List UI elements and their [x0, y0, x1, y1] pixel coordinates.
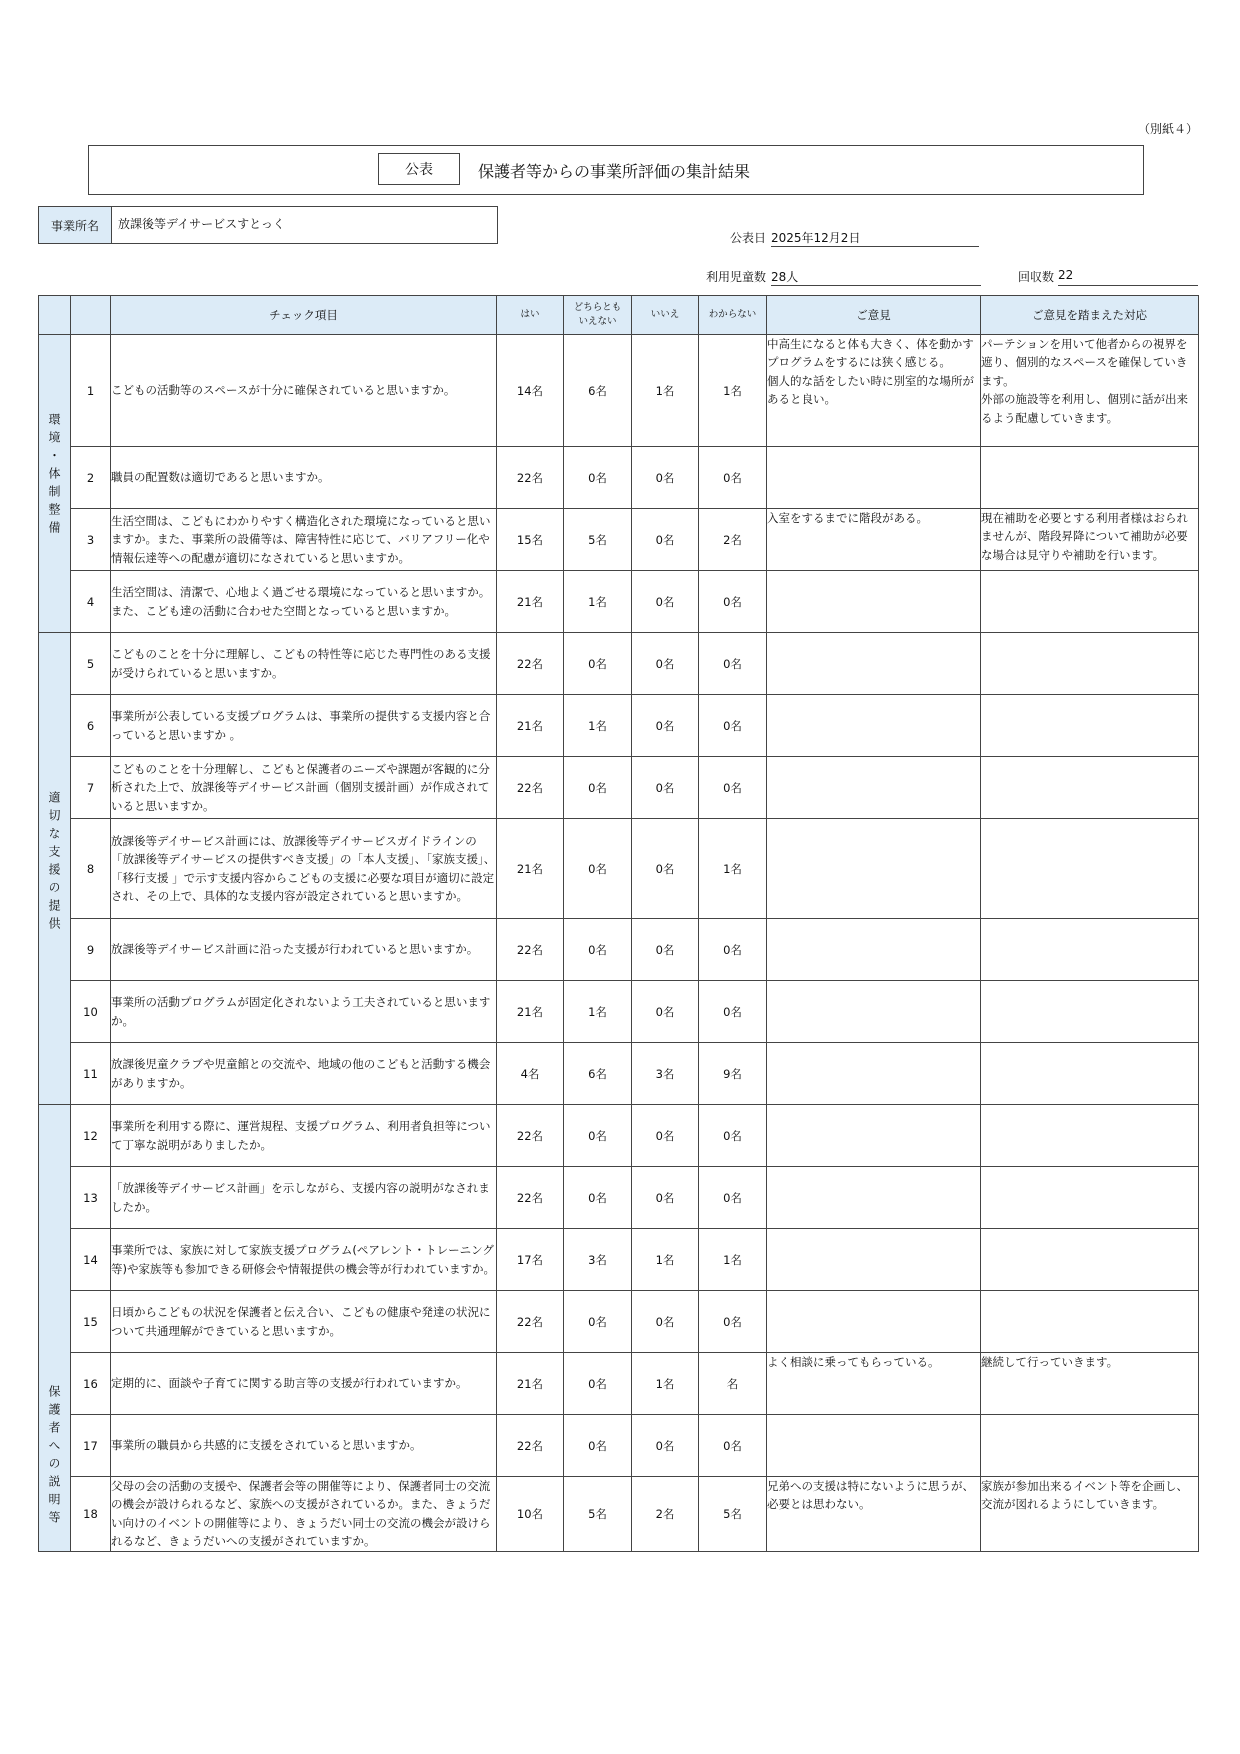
check-item-text: 放課後等デイサービス計画に沿った支援が行われていると思いますか。 [111, 919, 497, 981]
response-text [981, 1415, 1199, 1477]
row-number: 7 [71, 757, 111, 819]
answer-no: 0名 [632, 919, 699, 981]
table-row [39, 335, 1199, 447]
opinion-text: よく相談に乗ってもらっている。 [767, 1353, 981, 1415]
opinion-text: 入室をするまでに階段がある。 [767, 509, 981, 571]
answer-no: 0名 [632, 633, 699, 695]
answer-yes: 15名 [497, 509, 564, 571]
table-row [39, 571, 1199, 633]
row-number: 1 [71, 335, 111, 447]
response-text [981, 1291, 1199, 1353]
opinion-text [767, 919, 981, 981]
check-item-text: 事業所の活動プログラムが固定化されないよう工夫されていると思いますか。 [111, 981, 497, 1043]
answer-neither: 0名 [564, 447, 632, 509]
answer-neither: 0名 [564, 1167, 632, 1229]
check-item-text: こどものことを十分に理解し、こどもの特性等に応じた専門性のある支援が受けられていると思いますか。 [111, 633, 497, 695]
answer-no: 0名 [632, 571, 699, 633]
answer-no: 1名 [632, 1353, 699, 1415]
answer-no: 0名 [632, 819, 699, 919]
row-number: 8 [71, 819, 111, 919]
answer-yes: 21名 [497, 819, 564, 919]
check-item-text: 事業所を利用する際に、運営規程、支援プログラム、利用者負担等について丁寧な説明がありましたか。 [111, 1105, 497, 1167]
answer-no: 0名 [632, 447, 699, 509]
opinion-text: 中高生になると体も大きく、体を動かすプログラムをするには狭く感じる。 個人的な話をしたい時に別室的な場所があると良い。 [767, 335, 981, 447]
section-label: 保護者への説明等 [47, 1385, 61, 1529]
response-text [981, 571, 1199, 633]
row-number: 18 [71, 1477, 111, 1552]
office-name-label: 事業所名 [39, 207, 112, 243]
answer-neither: 5名 [564, 509, 632, 571]
header-neither: どちらとも いえない [564, 296, 632, 335]
opinion-text [767, 1043, 981, 1105]
answer-yes: 17名 [497, 1229, 564, 1291]
answer-no: 2名 [632, 1477, 699, 1552]
response-text [981, 1167, 1199, 1229]
table-row [39, 1167, 1199, 1229]
answer-no: 0名 [632, 757, 699, 819]
answer-neither: 3名 [564, 1229, 632, 1291]
answer-neither: 0名 [564, 1353, 632, 1415]
answer-no: 0名 [632, 1291, 699, 1353]
annex-label: （別紙４） [1138, 122, 1199, 136]
publish-date-label: 公表日 [730, 231, 767, 245]
answer-no: 0名 [632, 1105, 699, 1167]
answer-unknown: 0名 [699, 571, 767, 633]
check-item-text: 事業所が公表している支援プログラムは、事業所の提供する支援内容と合っていると思いますか 。 [111, 695, 497, 757]
answer-neither: 6名 [564, 335, 632, 447]
answer-neither: 0名 [564, 633, 632, 695]
check-item-text: 生活空間は、清潔で、心地よく過ごせる環境になっていると思いますか。また、こども達の活動に合わせた空間となっていると思いますか。 [111, 571, 497, 633]
answer-neither: 0名 [564, 757, 632, 819]
response-text [981, 757, 1199, 819]
table-row [39, 981, 1199, 1043]
collected-count-label: 回収数 [1018, 270, 1055, 284]
row-number: 15 [71, 1291, 111, 1353]
table-row [39, 1291, 1199, 1353]
answer-unknown: 1名 [699, 335, 767, 447]
answer-unknown: 0名 [699, 981, 767, 1043]
table-row [39, 447, 1199, 509]
check-item-text: 事業所の職員から共感的に支援をされていると思いますか。 [111, 1415, 497, 1477]
response-text: 家族が参加出来るイベント等を企画し、交流が図れるようにしていきます。 [981, 1477, 1199, 1552]
table-row [39, 1353, 1199, 1415]
answer-neither: 0名 [564, 919, 632, 981]
header-blank-section [39, 296, 71, 335]
row-number: 17 [71, 1415, 111, 1477]
opinion-text [767, 571, 981, 633]
row-number: 4 [71, 571, 111, 633]
table-row [39, 695, 1199, 757]
answer-unknown: 0名 [699, 757, 767, 819]
row-number: 13 [71, 1167, 111, 1229]
answer-unknown: 5名 [699, 1477, 767, 1552]
row-number: 9 [71, 919, 111, 981]
answer-yes: 21名 [497, 1353, 564, 1415]
answer-yes: 22名 [497, 757, 564, 819]
answer-no: 0名 [632, 1167, 699, 1229]
answer-unknown: 1名 [699, 819, 767, 919]
answer-unknown: 0名 [699, 447, 767, 509]
table-row [39, 1043, 1199, 1105]
opinion-text [767, 981, 981, 1043]
office-name-box [38, 206, 498, 244]
opinion-text [767, 1291, 981, 1353]
answer-unknown: 0名 [699, 1415, 767, 1477]
check-item-text: 日頃からこどもの状況を保護者と伝え合い、こどもの健康や発達の状況について共通理解ができていると思いますか。 [111, 1291, 497, 1353]
answer-yes: 22名 [497, 1291, 564, 1353]
answer-neither: 1名 [564, 571, 632, 633]
answer-neither: 0名 [564, 1291, 632, 1353]
answer-unknown: 0名 [699, 1105, 767, 1167]
table-row [39, 919, 1199, 981]
opinion-text [767, 447, 981, 509]
opinion-text [767, 1167, 981, 1229]
answer-unknown: 0名 [699, 633, 767, 695]
response-text: 継続して行っていきます。 [981, 1353, 1199, 1415]
answer-neither: 0名 [564, 1415, 632, 1477]
response-text [981, 1043, 1199, 1105]
opinion-text [767, 757, 981, 819]
response-text [981, 919, 1199, 981]
opinion-text [767, 1415, 981, 1477]
answer-yes: 22名 [497, 919, 564, 981]
opinion-text [767, 1105, 981, 1167]
row-number: 16 [71, 1353, 111, 1415]
answer-yes: 22名 [497, 447, 564, 509]
answer-neither: 1名 [564, 695, 632, 757]
answer-no: 0名 [632, 509, 699, 571]
answer-yes: 21名 [497, 695, 564, 757]
section-label: 環境・体制整備 [47, 413, 61, 539]
opinion-text [767, 695, 981, 757]
answer-no: 1名 [632, 335, 699, 447]
response-text: パーテションを用いて他者からの視界を遮り、個別的なスペースを確保していきます。 外部の施設等を利用し、個別に話が出来るよう配慮していきます。 [981, 335, 1199, 447]
answer-neither: 0名 [564, 819, 632, 919]
header-yes: はい [497, 296, 564, 335]
answer-neither: 1名 [564, 981, 632, 1043]
answer-neither: 6名 [564, 1043, 632, 1105]
table-row [39, 1105, 1199, 1167]
check-item-text: 父母の会の活動の支援や、保護者会等の開催等により、保護者同士の交流の機会が設けられるなど、家族への支援がされているか。また、きょうだい向けのイベントの開催等により、きょうだい同士の交流の機会が設けられるなど、きょうだいへの支援がされていますか。 [111, 1477, 497, 1552]
check-item-text: 生活空間は、こどもにわかりやすく構造化された環境になっていると思いますか。また、事業所の設備等は、障害特性に応じて、バリアフリー化や情報伝達等への配慮が適切になされていると思いますか。 [111, 509, 497, 571]
table-header-row [39, 296, 1199, 335]
answer-neither: 5名 [564, 1477, 632, 1552]
response-text [981, 819, 1199, 919]
response-text [981, 695, 1199, 757]
table-row [39, 819, 1199, 919]
row-number: 11 [71, 1043, 111, 1105]
response-text [981, 1229, 1199, 1291]
evaluation-table [38, 295, 1199, 1552]
check-item-text: 職員の配置数は適切であると思いますか。 [111, 447, 497, 509]
answer-no: 3名 [632, 1043, 699, 1105]
row-number: 10 [71, 981, 111, 1043]
page-title: 保護者等からの事業所評価の集計結果 [478, 162, 751, 181]
check-item-text: 事業所では、家族に対して家族支援プログラム(ペアレント・トレーニング等)や家族等も参加できる研修会や情報提供の機会等が行われていますか。 [111, 1229, 497, 1291]
section-label-cell [39, 1105, 71, 1552]
collected-count-value: 22 [1058, 268, 1198, 286]
opinion-text [767, 1229, 981, 1291]
row-number: 12 [71, 1105, 111, 1167]
check-item-text: 放課後児童クラブや児童館との交流や、地域の他のこどもと活動する機会がありますか。 [111, 1043, 497, 1105]
office-name-value: 放課後等デイサービスすとっく [118, 217, 285, 231]
response-text [981, 1105, 1199, 1167]
answer-no: 0名 [632, 695, 699, 757]
opinion-text [767, 819, 981, 919]
header-check-item: チェック項目 [111, 296, 497, 335]
response-text: 現在補助を必要とする利用者様はおられませんが、階段昇降について補助が必要な場合は見守りや補助を行います。 [981, 509, 1199, 571]
check-item-text: 放課後等デイサービス計画には、放課後等デイサービスガイドラインの「放課後等デイサービスの提供すべき支援」の「本人支援」、「家族支援」、「移行支援 」で示す支援内容からこどもの支援に必要な項目が適切に設定され、その上で、具体的な支援内容が設定されていると思いますか。 [111, 819, 497, 919]
answer-yes: 21名 [497, 981, 564, 1043]
header-no: いいえ [632, 296, 699, 335]
table-row [39, 1477, 1199, 1552]
users-count-label: 利用児童数 [706, 270, 767, 284]
answer-yes: 22名 [497, 633, 564, 695]
check-item-text: こどもの活動等のスペースが十分に確保されていると思いますか。 [111, 335, 497, 447]
table-row [39, 757, 1199, 819]
answer-no: 0名 [632, 981, 699, 1043]
publish-date-value: 2025年12月2日 [771, 229, 979, 247]
section-label-cell [39, 633, 71, 1105]
answer-unknown: 名 [699, 1353, 767, 1415]
row-number: 6 [71, 695, 111, 757]
answer-yes: 22名 [497, 1105, 564, 1167]
opinion-text: 兄弟への支援は特にないように思うが、必要とは思わない。 [767, 1477, 981, 1552]
answer-yes: 22名 [497, 1415, 564, 1477]
answer-unknown: 1名 [699, 1229, 767, 1291]
header-opinion: ご意見 [767, 296, 981, 335]
answer-unknown: 0名 [699, 1167, 767, 1229]
answer-unknown: 0名 [699, 1291, 767, 1353]
answer-unknown: 2名 [699, 509, 767, 571]
section-label: 適切な支援の提供 [47, 791, 61, 935]
users-count-value: 28人 [771, 268, 981, 286]
answer-unknown: 0名 [699, 919, 767, 981]
check-item-text: こどものことを十分理解し、こどもと保護者のニーズや課題が客観的に分析された上で、放課後等デイサービス計画（個別支援計画）が作成されていると思いますか。 [111, 757, 497, 819]
row-number: 14 [71, 1229, 111, 1291]
row-number: 2 [71, 447, 111, 509]
row-number: 3 [71, 509, 111, 571]
table-row [39, 633, 1199, 695]
table-row [39, 1415, 1199, 1477]
answer-no: 1名 [632, 1229, 699, 1291]
answer-yes: 21名 [497, 571, 564, 633]
table-row [39, 509, 1199, 571]
public-badge: 公表 [378, 153, 460, 185]
response-text [981, 447, 1199, 509]
answer-yes: 4名 [497, 1043, 564, 1105]
row-number: 5 [71, 633, 111, 695]
header-blank-number [71, 296, 111, 335]
answer-yes: 22名 [497, 1167, 564, 1229]
answer-neither: 0名 [564, 1105, 632, 1167]
header-response: ご意見を踏まえた対応 [981, 296, 1199, 335]
header-unknown: わからない [699, 296, 767, 335]
response-text [981, 981, 1199, 1043]
answer-yes: 14名 [497, 335, 564, 447]
response-text [981, 633, 1199, 695]
answer-unknown: 9名 [699, 1043, 767, 1105]
check-item-text: 「放課後等デイサービス計画」を示しながら、支援内容の説明がなされましたか。 [111, 1167, 497, 1229]
section-label-cell [39, 335, 71, 633]
answer-yes: 10名 [497, 1477, 564, 1552]
table-row [39, 1229, 1199, 1291]
answer-unknown: 0名 [699, 695, 767, 757]
answer-no: 0名 [632, 1415, 699, 1477]
check-item-text: 定期的に、面談や子育てに関する助言等の支援が行われていますか。 [111, 1353, 497, 1415]
opinion-text [767, 633, 981, 695]
